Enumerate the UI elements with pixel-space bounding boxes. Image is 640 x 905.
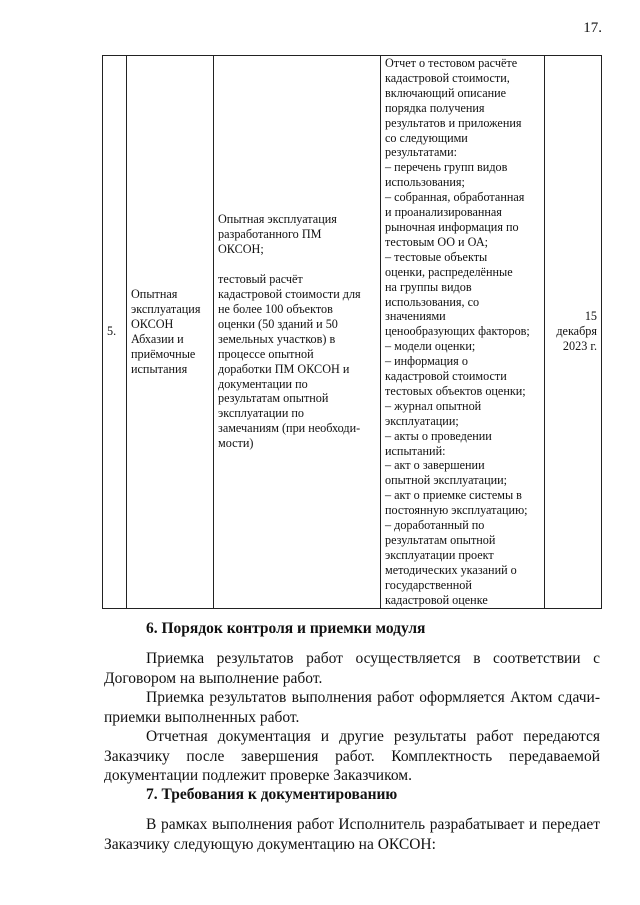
content-line: Опытная эксплуатация [218, 212, 337, 227]
result-line: государственной [385, 577, 472, 592]
stage-cell [127, 56, 214, 609]
result-line: эксплуатации; [385, 413, 459, 428]
page-number: 17. [583, 20, 602, 36]
work-content-cell [214, 56, 381, 609]
stage-line: ОКСОН [131, 316, 174, 331]
section-6-paragraph-3 [104, 727, 600, 786]
content-line: оценки (50 зданий и 50 [218, 316, 338, 331]
content-line: процессе опытной [218, 346, 314, 361]
result-line: тестовых объектов оценки; [385, 383, 526, 398]
text-line: Приемка результатов работ осуществляется в соответствии с [146, 650, 600, 667]
result-line: – журнал опытной [385, 398, 482, 413]
result-line: использования, со [385, 294, 480, 309]
result-line: порядка получения [385, 100, 485, 115]
date-line: 15 [584, 309, 597, 324]
result-line: и проанализированная [385, 205, 502, 220]
content-line: тестовый расчёт [218, 272, 303, 287]
result-line: использования; [385, 175, 465, 190]
section-6-paragraph-1 [104, 649, 600, 688]
section-6-paragraph-2 [104, 688, 600, 727]
text-line: приемки выполненных работ. [104, 708, 300, 726]
result-line: тестовым ОО и ОА; [385, 234, 489, 249]
result-line: испытаний: [385, 443, 446, 458]
result-line: – собранная, обработанная [385, 190, 525, 205]
content-line: документации по [218, 376, 308, 391]
row-number-cell: 5. [103, 56, 127, 609]
result-line: – акт о завершении [385, 458, 485, 473]
text-line: Заказчику следующую документацию на ОКСОН: [104, 835, 436, 853]
result-line: значениями [385, 309, 446, 324]
result-line: результатам опытной [385, 533, 496, 547]
text-line: Приемка результатов выполнения работ оформляется Актом сдачи- [146, 689, 600, 706]
result-line: – акты о проведении [385, 428, 492, 443]
content-line: земельных участков) в [218, 331, 336, 346]
stage-line: эксплуатация [131, 301, 201, 316]
paragraph-gap [218, 257, 376, 272]
result-line: со следующими [385, 130, 468, 145]
content-line: доработки ПМ ОКСОН и [218, 361, 350, 376]
text-line: Отчетная документация и другие результаты работ передаются [146, 728, 600, 745]
result-line: – акт о приемке системы в [385, 488, 522, 503]
deadline-cell [545, 56, 602, 609]
stage-line: Опытная [131, 287, 178, 302]
result-line: Отчет о тестовом расчёте [385, 56, 518, 70]
content-line: не более 100 объектов [218, 302, 333, 316]
result-line: – доработанный по [385, 518, 485, 533]
content-line: результатам опытной [218, 391, 329, 406]
content-line: эксплуатации по [218, 406, 305, 421]
stage-line: приёмочные [131, 346, 196, 361]
result-line: ценообразующих факторов; [385, 324, 530, 339]
result-line: на группы видов [385, 279, 472, 294]
result-line: – тестовые объекты [385, 249, 488, 264]
stage-line: испытания [131, 361, 188, 376]
result-line: постоянную эксплуатацию; [385, 503, 528, 518]
table-row [103, 56, 602, 609]
text-line: В рамках выполнения работ Исполнитель разрабатывает и передает [146, 816, 600, 833]
result-line: опытной эксплуатации; [385, 473, 508, 488]
content-line: разработанного ПМ [218, 227, 322, 242]
result-line: методических указаний о [385, 562, 517, 577]
section-7-heading: 7. Требования к документированию [146, 786, 398, 803]
section-7-paragraph-1 [104, 815, 600, 854]
result-line: – перечень групп видов [385, 160, 508, 175]
result-line: результатов и приложения [385, 115, 522, 130]
content-line: мости) [218, 436, 254, 451]
result-line: эксплуатации проект [385, 547, 494, 562]
result-line: оценки, распределённые [385, 264, 513, 279]
text-line: документации подлежит проверке Заказчиком. [104, 767, 412, 784]
result-line: – модели оценки; [385, 339, 476, 354]
date-line: 2023 г. [562, 339, 597, 354]
schedule-table [102, 55, 602, 609]
result-line: включающий описание [385, 85, 507, 100]
text-line: Заказчику после завершения работ. Комплектность передаваемой [104, 747, 600, 765]
date-line: декабря [556, 324, 597, 339]
text-line: Договором на выполнение работ. [104, 669, 323, 687]
result-line: рыночная информация по [385, 219, 519, 234]
content-line: кадастровой стоимости для [218, 287, 361, 302]
result-line: кадастровой стоимости, [385, 70, 510, 85]
result-line: кадастровой стоимости [385, 369, 507, 384]
result-cell [381, 56, 545, 609]
section-6-heading: 6. Порядок контроля и приемки модуля [146, 620, 426, 637]
result-line: кадастровой оценке [385, 592, 488, 607]
content-line: ОКСОН; [218, 242, 264, 257]
content-line: замечаниям (при необходи- [218, 421, 361, 436]
stage-line: Абхазии и [131, 331, 184, 346]
result-line: результатами: [385, 145, 458, 160]
result-line: – информация о [385, 354, 468, 369]
